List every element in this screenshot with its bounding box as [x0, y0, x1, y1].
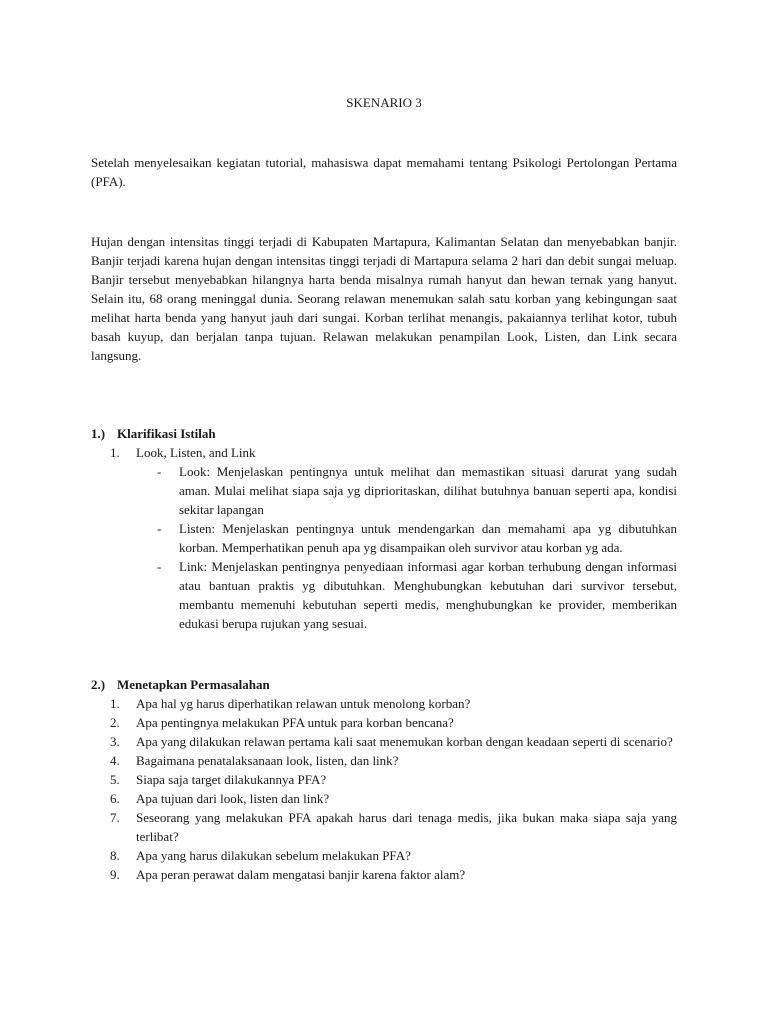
- list-item-text: Bagaimana penatalaksanaan look, listen, dan link?: [136, 753, 399, 768]
- list-item: [110, 808, 677, 846]
- list-item: [110, 713, 677, 732]
- list-item-number: 1.: [110, 445, 120, 460]
- list-item-number: 5.: [110, 772, 120, 787]
- bullet-dash: -: [157, 559, 162, 574]
- list-item-text: Look, Listen, and Link: [136, 445, 256, 460]
- section-2-number: 2.): [91, 677, 106, 692]
- definition-text: Listen: Menjelaskan pentingnya untuk mendengarkan dan memahami apa yg dibutuhkan korban. Memperhatikan penuh apa yg disampaikan oleh survivor atau korban yg ada.: [179, 521, 677, 555]
- list-item: [110, 751, 677, 770]
- bullet-dash: -: [157, 464, 162, 479]
- list-item: [110, 694, 677, 713]
- section-2-heading: [91, 675, 270, 694]
- list-item: [110, 846, 677, 865]
- list-item-number: 8.: [110, 848, 120, 863]
- document-title: SKENARIO 3: [346, 95, 422, 110]
- intro-paragraph: Setelah menyelesaikan kegiatan tutorial, mahasiswa dapat memahami tentang Psikologi Pertolongan Pertama (PFA).: [91, 155, 677, 189]
- term-definitions: [157, 462, 677, 633]
- definition-link: [157, 557, 677, 633]
- list-item-number: 2.: [110, 715, 120, 730]
- definition-listen: [157, 519, 677, 557]
- list-item: [110, 443, 677, 633]
- list-item-text: Apa tujuan dari look, listen dan link?: [136, 791, 330, 806]
- list-item-number: 7.: [110, 810, 120, 825]
- list-item-text: Apa peran perawat dalam mengatasi banjir karena faktor alam?: [136, 867, 466, 882]
- list-item-number: 6.: [110, 791, 120, 806]
- list-item-text: Seseorang yang melakukan PFA apakah harus dari tenaga medis, jika bukan maka siapa saja yang terlibat?: [136, 810, 677, 844]
- list-item: [110, 732, 677, 751]
- section-1-title: Klarifikasi Istilah: [117, 426, 216, 441]
- list-item: [110, 865, 677, 884]
- section-2-title: Menetapkan Permasalahan: [117, 677, 270, 692]
- definition-text: Link: Menjelaskan pentingnya penyediaan informasi agar korban terhubung dengan informasi atau bantuan praktis yg dibutuhkan. Menghubungkan kebutuhan dari survivor tersebut, membantu memenuhi kebutuhan seperti medis, menghubungkan ke provider, memberikan edukasi berupa rujukan yang sesuai.: [179, 559, 677, 631]
- list-item-number: 4.: [110, 753, 120, 768]
- list-item-text: Siapa saja target dilakukannya PFA?: [136, 772, 327, 787]
- list-item-text: Apa yang harus dilakukan sebelum melakukan PFA?: [136, 848, 411, 863]
- definition-text: Look: Menjelaskan pentingnya untuk melihat dan memastikan situasi darurat yang sudah aman. Mulai melihat siapa saja yg diprioritaskan, dilihat butuhnya banuan seperti apa, kondisi sekitar lapangan: [179, 464, 677, 517]
- list-item-number: 1.: [110, 696, 120, 711]
- problems-list: [110, 694, 677, 884]
- list-item: [110, 770, 677, 789]
- section-1-number: 1.): [91, 426, 106, 441]
- scenario-paragraph: Hujan dengan intensitas tinggi terjadi di Kabupaten Martapura, Kalimantan Selatan dan menyebabkan banjir. Banjir terjadi karena hujan dengan intensitas tinggi terjadi di Martapura selama 2 hari dan debit sungai meluap. Banjir tersebut menyebabkan hilangnya harta benda misalnya rumah hanyut dan hewan ternak yang hanyut. Selain itu, 68 orang meninggal dunia. Seorang relawan menemukan salah satu korban yang kebingungan saat melihat harta benda yang hanyut jauh dari sungai. Korban terlihat menangis, pakaiannya terlihat kotor, tubuh basah kuyup, dan berjalan tanpa tujuan. Relawan melakukan penampilan Look, Listen, dan Link secara langsung.: [91, 234, 677, 363]
- bullet-dash: -: [157, 521, 162, 536]
- definition-look: [157, 462, 677, 519]
- list-item-number: 3.: [110, 734, 120, 749]
- list-item-text: Apa hal yg harus diperhatikan relawan untuk menolong korban?: [136, 696, 471, 711]
- section-1-heading: [91, 424, 216, 443]
- list-item-number: 9.: [110, 867, 120, 882]
- list-item-text: Apa yang dilakukan relawan pertama kali saat menemukan korban dengan keadaan seperti di scenario?: [136, 734, 673, 749]
- terms-list: [110, 443, 677, 633]
- list-item: [110, 789, 677, 808]
- list-item-text: Apa pentingnya melakukan PFA untuk para korban bencana?: [136, 715, 454, 730]
